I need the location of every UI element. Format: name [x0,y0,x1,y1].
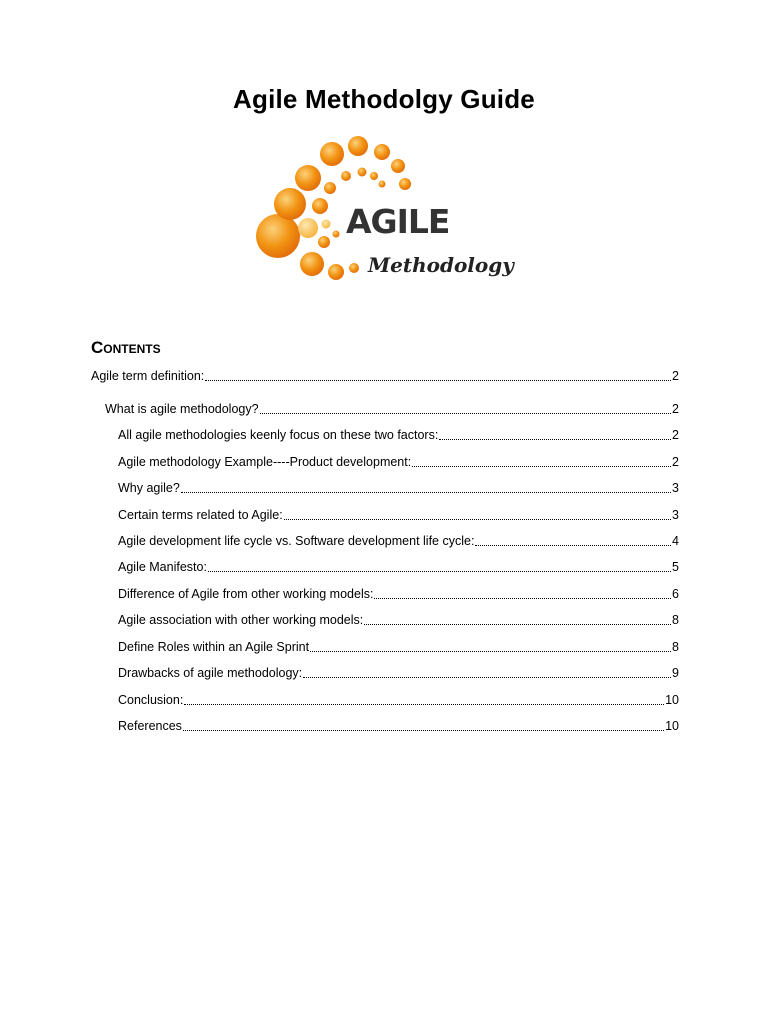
toc-entry-page: 8 [672,613,679,627]
contents-heading: Contents [91,338,161,357]
toc-entry-title: Conclusion: [118,693,184,707]
toc-entry-title: References [118,719,182,733]
toc-leader-dots [183,730,664,731]
toc-entry-title: All agile methodologies keenly focus on these two factors: [118,428,439,442]
toc-leader-dots [475,545,671,546]
toc-entry-page: 3 [672,481,679,495]
toc-entry-page: 10 [665,719,679,733]
toc-entry-page: 5 [672,560,679,574]
toc-entry-title: Difference of Agile from other working models: [118,587,374,601]
toc-entry[interactable] [105,399,679,419]
toc-entry[interactable] [118,584,679,604]
toc-entry-title: Agile methodology Example----Product development: [118,455,412,469]
toc-entry[interactable] [118,531,679,551]
toc-entry-title: What is agile methodology? [105,402,259,416]
toc-leader-dots [439,439,671,440]
toc-entry-page: 10 [665,693,679,707]
toc-entry[interactable] [118,505,679,525]
toc-entry-title: Define Roles within an Agile Sprint [118,640,310,654]
agile-methodology-logo [250,132,520,292]
toc-entry-title: Agile Manifesto: [118,560,207,574]
toc-entry-title: Why agile? [118,481,180,495]
toc-entry-page: 4 [672,534,679,548]
toc-entry[interactable] [118,425,679,445]
logo-wordmark: AGILE [346,202,450,241]
toc-entry[interactable] [118,637,679,657]
toc-entry-title: Drawbacks of agile methodology: [118,666,303,680]
toc-entry-page: 8 [672,640,679,654]
toc-leader-dots [181,492,671,493]
toc-leader-dots [205,380,671,381]
toc-entry-page: 6 [672,587,679,601]
toc-entry[interactable] [118,690,679,710]
toc-leader-dots [303,677,671,678]
toc-entry[interactable] [118,716,679,736]
toc-entry[interactable] [118,452,679,472]
toc-entry-page: 2 [672,428,679,442]
toc-entry[interactable] [118,478,679,498]
logo-tagline: Methodology [368,253,514,277]
toc-leader-dots [260,413,671,414]
toc-leader-dots [284,519,671,520]
toc-leader-dots [412,466,671,467]
toc-leader-dots [184,704,664,705]
toc-leader-dots [208,571,671,572]
toc-entry-page: 2 [672,402,679,416]
toc-entry[interactable] [118,557,679,577]
toc-leader-dots [364,624,671,625]
toc-leader-dots [310,651,671,652]
toc-entry-title: Agile development life cycle vs. Software development life cycle: [118,534,475,548]
toc-leader-dots [374,598,671,599]
toc-entry-page: 3 [672,508,679,522]
toc-entry-title: Agile term definition: [91,369,205,383]
toc-entry-page: 2 [672,369,679,383]
toc-entry-page: 2 [672,455,679,469]
logo-graphic [250,132,520,292]
toc-entry-page: 9 [672,666,679,680]
toc-entry-title: Certain terms related to Agile: [118,508,283,522]
toc-entry[interactable] [118,610,679,630]
toc-entry[interactable] [91,366,679,386]
toc-entry[interactable] [118,663,679,683]
toc-entry-title: Agile association with other working models: [118,613,364,627]
document-title: Agile Methodolgy Guide [233,84,535,114]
